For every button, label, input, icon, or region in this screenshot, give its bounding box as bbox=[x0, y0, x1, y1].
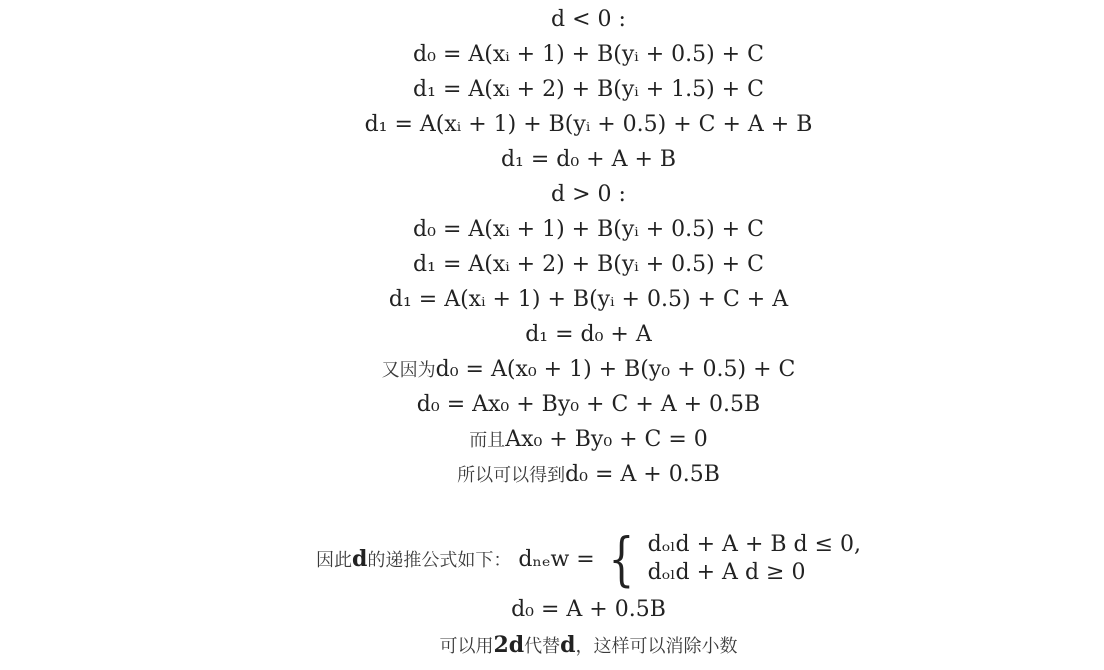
initial-prefix: 又因为 bbox=[381, 360, 436, 381]
recurrence-cases bbox=[648, 531, 861, 587]
formula-pos-3: d₁ = A(xᵢ + 1) + B(yᵢ + 0.5) + C + A bbox=[388, 287, 789, 312]
note-part-4: d bbox=[560, 632, 576, 658]
recurrence-case-1: dₒₗd + A + B d ≤ 0, bbox=[647, 532, 862, 557]
recurrence-var: d bbox=[351, 546, 368, 572]
formula-neg-3: d₁ = A(xᵢ + 1) + B(yᵢ + 0.5) + C + A + B bbox=[364, 112, 813, 137]
formula-neg-4: d₁ = d₀ + A + B bbox=[500, 147, 677, 172]
recurrence-case-2: dₒₗd + A d ≥ 0 bbox=[647, 560, 806, 585]
case-positive-header: d > 0 : bbox=[551, 182, 626, 207]
recurrence-prefix bbox=[316, 546, 595, 572]
formula-pos-1: d₀ = A(xᵢ + 1) + B(yᵢ + 0.5) + C bbox=[413, 217, 764, 242]
left-brace: { bbox=[608, 525, 635, 593]
initial-expanded: d₀ = Ax₀ + By₀ + C + A + 0.5B bbox=[416, 392, 761, 417]
and-prefix: 而且 bbox=[469, 430, 506, 451]
case-negative-header: d < 0 : bbox=[551, 7, 626, 32]
note-part-5: ，这样可以消除小数 bbox=[575, 636, 738, 657]
final-formula: d₀ = A + 0.5B bbox=[511, 597, 666, 622]
recurrence-line bbox=[0, 525, 1104, 593]
and-formula: Ax₀ + By₀ + C = 0 bbox=[505, 427, 708, 452]
note-part-1: 可以用 bbox=[439, 636, 494, 657]
formula-neg-1: d₀ = A(xᵢ + 1) + B(yᵢ + 0.5) + C bbox=[413, 42, 764, 67]
formula-pos-4: d₁ = d₀ + A bbox=[525, 322, 652, 347]
recurrence-prefix-1: 因此 bbox=[315, 550, 352, 571]
recurrence-lhs: dₙₑw = bbox=[518, 547, 595, 572]
note-part-3: 代替 bbox=[524, 636, 561, 657]
so-formula: d₀ = A + 0.5B bbox=[565, 462, 720, 487]
initial-formula: d₀ = A(x₀ + 1) + B(y₀ + 0.5) + C bbox=[435, 357, 796, 382]
recurrence-prefix-2: 的递推公式如下： bbox=[367, 550, 512, 571]
and-line bbox=[0, 426, 1104, 455]
note-line bbox=[0, 631, 1104, 661]
so-prefix: 所以可以得到 bbox=[457, 465, 566, 486]
formula-pos-2: d₁ = A(xᵢ + 2) + B(yᵢ + 0.5) + C bbox=[413, 252, 764, 277]
so-line bbox=[0, 461, 1104, 490]
initial-value-line bbox=[0, 356, 1104, 385]
formula-neg-2: d₁ = A(xᵢ + 2) + B(yᵢ + 1.5) + C bbox=[413, 77, 764, 102]
recurrence-wrap bbox=[315, 525, 862, 593]
note-part-2: 2d bbox=[493, 632, 525, 658]
